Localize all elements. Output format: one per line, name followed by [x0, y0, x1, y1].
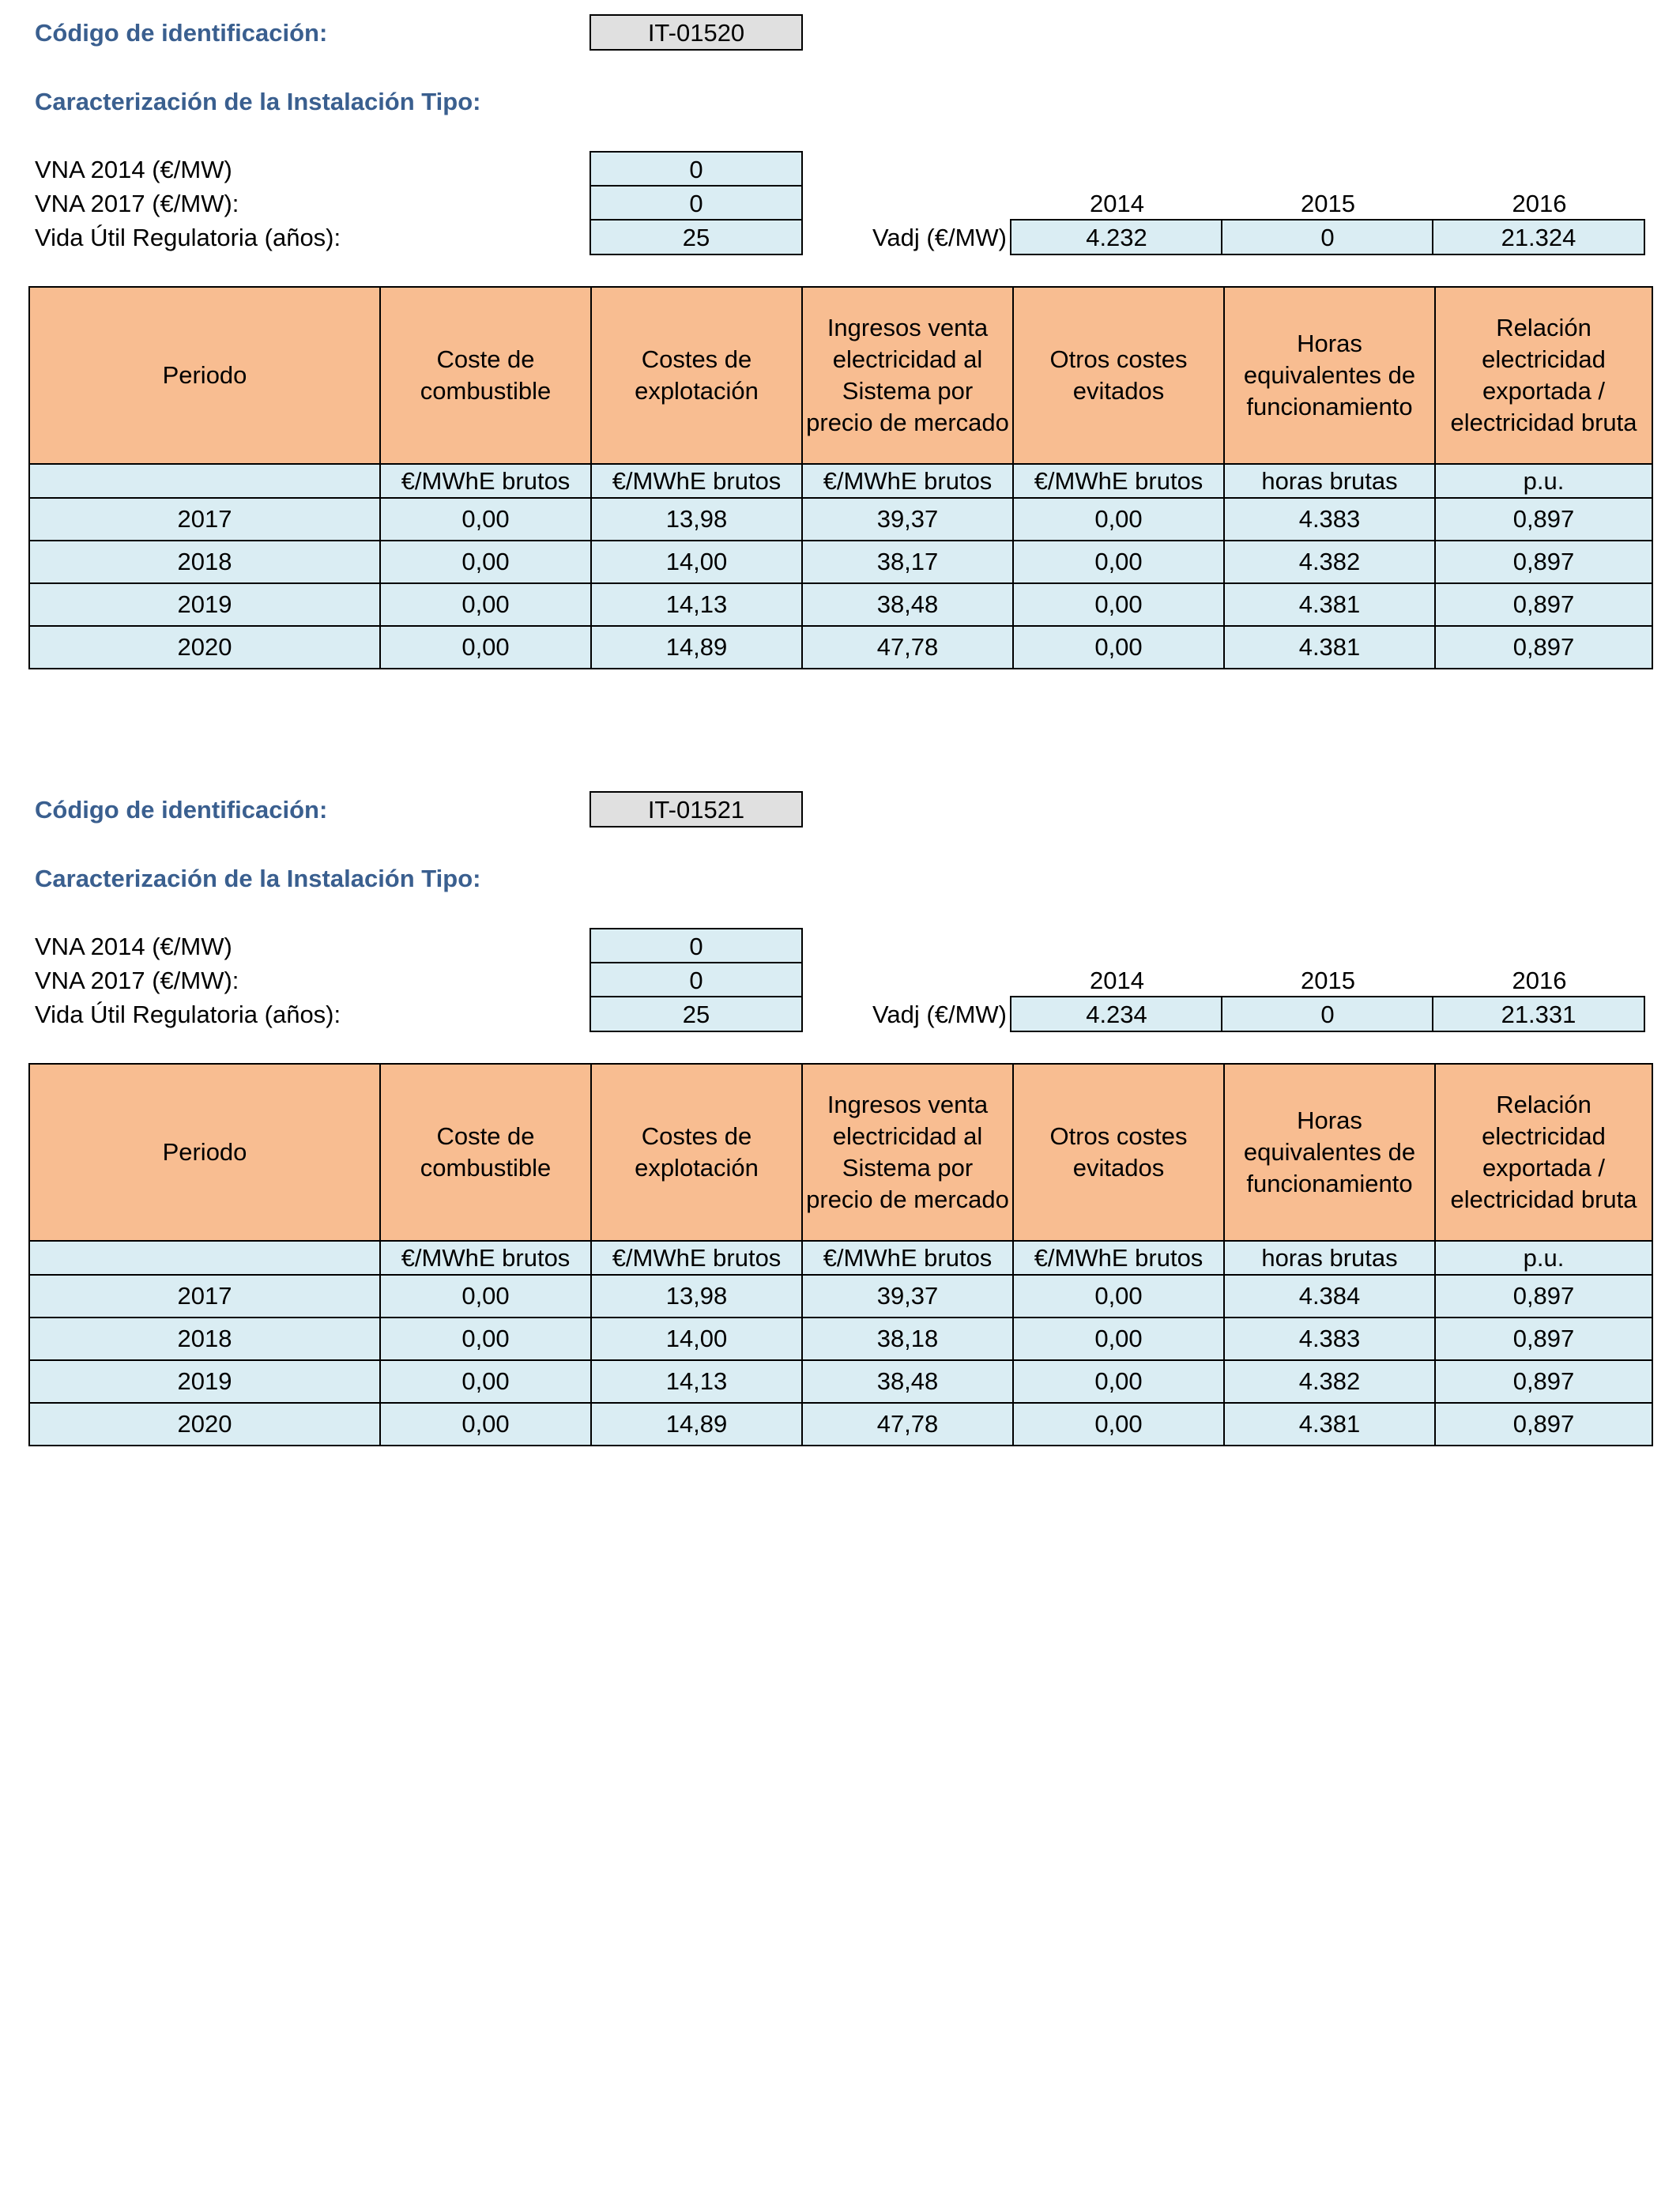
- table-row: [29, 1403, 1652, 1446]
- table-cell: 0,00: [380, 1360, 591, 1403]
- table-cell: 2018: [29, 1318, 380, 1360]
- table-cell: 47,78: [802, 626, 1013, 669]
- table-cell: 4.381: [1224, 626, 1435, 669]
- table-cell: 0,897: [1435, 541, 1652, 583]
- unit-cell: €/MWhE brutos: [802, 1241, 1013, 1275]
- units-row: [29, 1241, 1652, 1275]
- table-cell: 2020: [29, 626, 380, 669]
- header-row: [29, 287, 1652, 464]
- unit-cell: horas brutas: [1224, 464, 1435, 498]
- column-header-otros-costes: Otros costes evitados: [1013, 1064, 1224, 1241]
- unit-cell: €/MWhE brutos: [1013, 464, 1224, 498]
- table-cell: 2019: [29, 1360, 380, 1403]
- column-header-horas-equivalentes: Horas equivalentes de funcionamiento: [1224, 1064, 1435, 1241]
- data-table: [28, 286, 1653, 669]
- vadj-value-2014: 4.234: [1010, 996, 1223, 1032]
- table-row: [29, 626, 1652, 669]
- column-header-ingresos-venta: Ingresos venta electricidad al Sistema por precio de mercado: [802, 1064, 1013, 1241]
- table-cell: 2017: [29, 1275, 380, 1318]
- table-cell: 14,00: [591, 1318, 802, 1360]
- table-cell: 0,897: [1435, 1275, 1652, 1318]
- table-cell: 47,78: [802, 1403, 1013, 1446]
- data-table: [28, 1063, 1653, 1446]
- table-cell: 39,37: [802, 498, 1013, 541]
- unit-cell: [29, 1241, 380, 1275]
- table-cell: 0,897: [1435, 498, 1652, 541]
- table-cell: 38,18: [802, 1318, 1013, 1360]
- unit-cell: p.u.: [1435, 1241, 1652, 1275]
- column-header-periodo: Periodo: [29, 1064, 380, 1241]
- table-row: [29, 1360, 1652, 1403]
- codigo-value: IT-01520: [590, 14, 803, 51]
- vadj-label: Vadj (€/MW): [872, 1001, 1007, 1028]
- codigo-label: Código de identificación:: [35, 19, 328, 47]
- table-cell: 4.383: [1224, 1318, 1435, 1360]
- table-row: [29, 1275, 1652, 1318]
- table-cell: 14,00: [591, 541, 802, 583]
- table-cell: 0,00: [380, 583, 591, 626]
- table-cell: 4.382: [1224, 1360, 1435, 1403]
- table-cell: 14,89: [591, 1403, 802, 1446]
- table-cell: 0,00: [1013, 1275, 1224, 1318]
- vna2014-label: VNA 2014 (€/MW): [35, 156, 232, 183]
- vadj-year-2016: 2016: [1512, 190, 1567, 217]
- caracterizacion-label: Caracterización de la Instalación Tipo:: [35, 88, 481, 115]
- column-header-costes-explotacion: Costes de explotación: [591, 1064, 802, 1241]
- unit-cell: €/MWhE brutos: [380, 1241, 591, 1275]
- vna2014-value: 0: [590, 151, 803, 187]
- column-header-coste-combustible: Coste de combustible: [380, 1064, 591, 1241]
- table-cell: 0,00: [1013, 1318, 1224, 1360]
- vadj-label: Vadj (€/MW): [872, 224, 1007, 251]
- units-row: [29, 464, 1652, 498]
- vadj-year-2014: 2014: [1090, 190, 1144, 217]
- table-cell: 0,00: [380, 498, 591, 541]
- table-cell: 0,897: [1435, 1360, 1652, 1403]
- table-cell: 0,897: [1435, 1403, 1652, 1446]
- table-cell: 0,897: [1435, 1318, 1652, 1360]
- table-cell: 0,00: [1013, 1360, 1224, 1403]
- table-cell: 0,00: [1013, 498, 1224, 541]
- caracterizacion-label: Caracterización de la Instalación Tipo:: [35, 865, 481, 892]
- table-cell: 13,98: [591, 498, 802, 541]
- table-cell: 0,00: [380, 626, 591, 669]
- table-cell: 2018: [29, 541, 380, 583]
- unit-cell: €/MWhE brutos: [802, 464, 1013, 498]
- codigo-value: IT-01521: [590, 791, 803, 827]
- table-cell: 14,13: [591, 583, 802, 626]
- vna2017-value: 0: [590, 962, 803, 998]
- table-cell: 0,00: [1013, 541, 1224, 583]
- vadj-year-2015: 2015: [1301, 967, 1355, 994]
- vida-util-value: 25: [590, 996, 803, 1032]
- header-row: [29, 1064, 1652, 1241]
- vadj-year-2016: 2016: [1512, 967, 1567, 994]
- unit-cell: [29, 464, 380, 498]
- column-header-relacion-electricidad: Relación electricidad exportada / electricidad bruta: [1435, 1064, 1652, 1241]
- table-cell: 38,17: [802, 541, 1013, 583]
- vna2014-label: VNA 2014 (€/MW): [35, 933, 232, 960]
- table-row: [29, 541, 1652, 583]
- vna2014-value: 0: [590, 928, 803, 964]
- vadj-year-2014: 2014: [1090, 967, 1144, 994]
- table-cell: 2019: [29, 583, 380, 626]
- table-cell: 4.381: [1224, 583, 1435, 626]
- table-cell: 39,37: [802, 1275, 1013, 1318]
- table-cell: 14,89: [591, 626, 802, 669]
- unit-cell: p.u.: [1435, 464, 1652, 498]
- table-row: [29, 1318, 1652, 1360]
- column-header-coste-combustible: Coste de combustible: [380, 287, 591, 464]
- table-cell: 0,00: [1013, 583, 1224, 626]
- vna2017-label: VNA 2017 (€/MW):: [35, 190, 239, 217]
- table-cell: 38,48: [802, 583, 1013, 626]
- table-row: [29, 498, 1652, 541]
- table-cell: 13,98: [591, 1275, 802, 1318]
- column-header-ingresos-venta: Ingresos venta electricidad al Sistema por precio de mercado: [802, 287, 1013, 464]
- vna2017-label: VNA 2017 (€/MW):: [35, 967, 239, 994]
- table-cell: 4.381: [1224, 1403, 1435, 1446]
- table-cell: 0,00: [380, 1318, 591, 1360]
- table-cell: 2020: [29, 1403, 380, 1446]
- table-cell: 2017: [29, 498, 380, 541]
- table-cell: 4.383: [1224, 498, 1435, 541]
- vida-util-value: 25: [590, 219, 803, 255]
- table-row: [29, 583, 1652, 626]
- unit-cell: €/MWhE brutos: [1013, 1241, 1224, 1275]
- table-cell: 0,00: [380, 541, 591, 583]
- table-cell: 0,00: [380, 1275, 591, 1318]
- table-cell: 14,13: [591, 1360, 802, 1403]
- vna2017-value: 0: [590, 185, 803, 221]
- column-header-relacion-electricidad: Relación electricidad exportada / electricidad bruta: [1435, 287, 1652, 464]
- unit-cell: horas brutas: [1224, 1241, 1435, 1275]
- column-header-costes-explotacion: Costes de explotación: [591, 287, 802, 464]
- table-cell: 4.382: [1224, 541, 1435, 583]
- vida-util-label: Vida Útil Regulatoria (años):: [35, 1001, 341, 1028]
- vadj-value-2016: 21.324: [1432, 219, 1645, 255]
- column-header-periodo: Periodo: [29, 287, 380, 464]
- table-cell: 0,00: [1013, 1403, 1224, 1446]
- installation-block-2: [0, 777, 1680, 1528]
- table-cell: 0,00: [380, 1403, 591, 1446]
- vadj-value-2015: 0: [1221, 219, 1434, 255]
- table-cell: 0,897: [1435, 583, 1652, 626]
- column-header-otros-costes: Otros costes evitados: [1013, 287, 1224, 464]
- column-header-horas-equivalentes: Horas equivalentes de funcionamiento: [1224, 287, 1435, 464]
- vadj-value-2016: 21.331: [1432, 996, 1645, 1032]
- vadj-value-2015: 0: [1221, 996, 1434, 1032]
- vida-util-label: Vida Útil Regulatoria (años):: [35, 224, 341, 251]
- table-cell: 4.384: [1224, 1275, 1435, 1318]
- vadj-year-2015: 2015: [1301, 190, 1355, 217]
- unit-cell: €/MWhE brutos: [380, 464, 591, 498]
- table-cell: 0,897: [1435, 626, 1652, 669]
- unit-cell: €/MWhE brutos: [591, 1241, 802, 1275]
- vadj-value-2014: 4.232: [1010, 219, 1223, 255]
- installation-block-1: [0, 0, 1680, 751]
- table-cell: 0,00: [1013, 626, 1224, 669]
- unit-cell: €/MWhE brutos: [591, 464, 802, 498]
- table-cell: 38,48: [802, 1360, 1013, 1403]
- codigo-label: Código de identificación:: [35, 796, 328, 824]
